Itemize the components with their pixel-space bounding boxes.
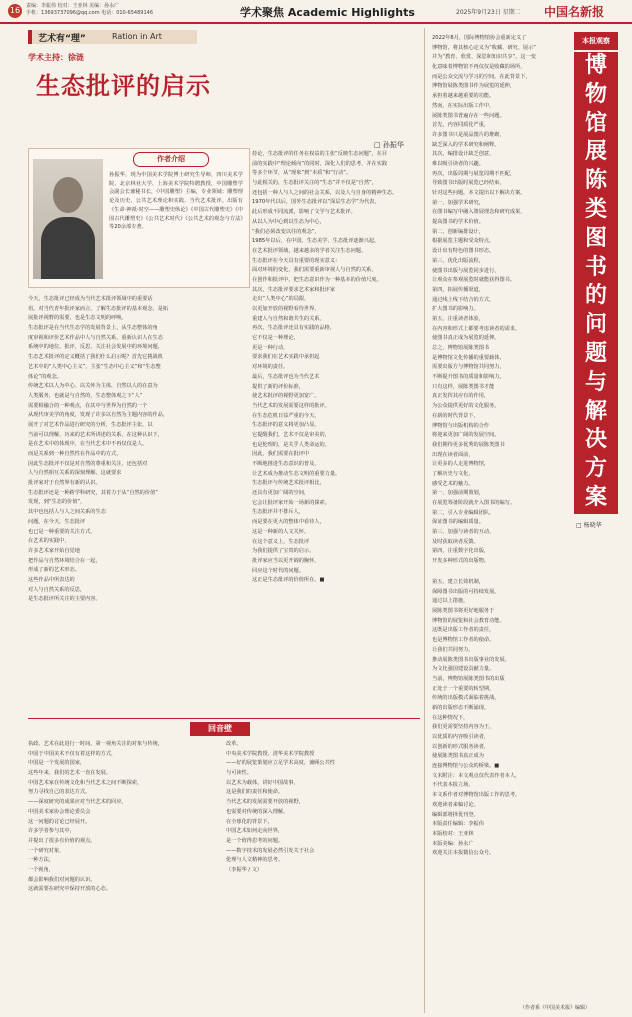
text-line: 编辑部将择优刊登。 [432, 811, 479, 818]
text-line: 让我们共同努力， [432, 646, 474, 653]
text-line: 第三，优化出版流程， [432, 257, 484, 264]
text-line: 当前，博物馆展陈类图书的出版 [432, 675, 505, 682]
right-byline: □ 杨晓华 [576, 522, 602, 529]
text-line: 展批评视野的需要，也是生态文明的呼唤。 [28, 315, 127, 322]
text-line: 使展陈类图书真正成为 [432, 753, 484, 760]
text-line: 需要相融合的一种观点，在其中与世界为自然的一个 [28, 402, 148, 409]
text-line: 这些年来，我们的艺术一直在发展。 [28, 770, 112, 777]
text-line: 第四，注重数字化出版， [432, 548, 490, 555]
page-number-badge: 16 [8, 4, 22, 18]
text-line: 中国于中国美术不仅有着这样的方式， [28, 750, 117, 757]
text-line: 回应这个时代的问题。 [252, 567, 304, 574]
text-line: 保障图书出版的可持续发展。 [432, 588, 500, 595]
text-line: 改革。 [226, 741, 242, 747]
text-line: 首先，内容同质化严重， [432, 122, 490, 129]
text-line: 重建人与自然和谐共生的关系。 [252, 315, 325, 322]
title-char: 方 [584, 456, 607, 482]
text-line: ——深度研究的成果应对当代艺术的回应。 [28, 799, 127, 806]
author-photo-body [41, 217, 95, 279]
text-line: 把作品与自然环境结合在一起， [28, 557, 101, 564]
text-line: 在这个意义上，生态批评 [252, 538, 310, 545]
text-line: “我们必须改变以往的观念”， [252, 228, 320, 235]
title-char: 案 [584, 484, 607, 510]
text-line: 是在艺术中的体现中，在当代艺术中不再仅仅是人， [28, 441, 148, 448]
author-box [28, 148, 250, 288]
text-line: 它提醒我们，艺术不仅是审美的， [252, 431, 330, 438]
text-line: ——好的展览策划应立足学术高度，兼顾公共性 [226, 760, 335, 767]
text-line: 中国美术家协会理论委员会 [28, 808, 91, 815]
text-line: 传统的出版模式面临着挑战， [432, 695, 500, 702]
text-line: 语。对当代青年批评家而言，了解生态批评的基本观念，是拓 [28, 305, 169, 312]
text-line: 出现在读者面前， [432, 451, 474, 458]
text-line: 使图书真正成为展览的延伸。 [432, 335, 500, 342]
echo-wall-col2 [226, 740, 420, 1010]
text-line: 要求我们在艺术实践中承担起 [252, 354, 320, 361]
text-line: ——数字技术的发展必然引发关于社会 [226, 847, 315, 854]
text-line: 等多个环节，从“现象”到“本质”和“行动”。 [252, 170, 352, 177]
contact-line: 手机：13693737096@qq.com 电话：010-65489146 [26, 10, 153, 16]
text-line: 承担着越来越重要的功能。 [432, 93, 495, 100]
text-line: 一个研究对象， [28, 847, 65, 854]
text-line: 在艺术批评领域，越来越多的学者关注生态问题。 [252, 247, 367, 254]
title-char: 问 [584, 312, 607, 338]
text-line: 展陈类图书将更好地服务于 [432, 608, 495, 615]
text-line: 让艺术成为推动生态文明的重要力量。 [252, 470, 341, 477]
observation-tag: 本报观察 [574, 32, 618, 50]
text-line: 今天，生态批评已经成为当代艺术批评领域中的重要话 [28, 296, 153, 302]
text-line: 也是博物馆工作者的使命。 [432, 637, 495, 644]
text-line: 也是伦理的，是关乎人类命运的。 [252, 441, 330, 448]
title-char: 书 [584, 254, 607, 280]
title-char: 类 [584, 196, 607, 222]
text-line: 一种方法， [28, 857, 54, 864]
text-line: 一个视角， [28, 866, 54, 873]
text-line: 批评家对于自然界有新的认识。 [28, 480, 101, 487]
text-line: 保证图书的编辑质量。 [432, 519, 484, 526]
text-line: 传统艺术以人为中心、以关怀为主体，自然以人的在意为 [28, 383, 158, 390]
text-line: 其次，生态批评要求艺术家和批评家 [252, 286, 336, 293]
article-body-col1 [28, 295, 248, 715]
section-title: 学术聚焦 Academic Highlights [240, 6, 415, 19]
text-line: 对环境的责任。 [252, 364, 289, 371]
text-line: 当代艺术的发展需要开放的视野， [226, 799, 304, 806]
text-line: 中国艺术如何走向世界， [226, 828, 284, 835]
masthead-logo: 中国名新报 [544, 5, 605, 19]
text-line: 为我们提供了宝贵的启示。 [252, 548, 315, 555]
text-line: 提供了新的评价标准， [252, 383, 304, 390]
text-line: 第二，引入专业编辑团队， [432, 509, 495, 516]
text-line: 在新的时代背景下， [432, 412, 479, 419]
text-line: 在展览筹备阶段就介入图书的编写。 [432, 500, 516, 506]
text-line: 而是关系到一种自然性在作品中的方式， [28, 451, 122, 457]
text-line: 在生态危机日益严重的今天， [252, 412, 320, 419]
academic-host: 学术主持：徐涟 [28, 53, 84, 62]
text-line: 针对这些问题，本文提出以下解决方案。 [432, 190, 526, 196]
text-line: 因此，我们需要在批评中 [252, 451, 310, 458]
text-line: 生态批评的意义将更加凸显。 [252, 422, 320, 429]
text-line: 了解历史与文化， [432, 470, 474, 477]
author-box-title: 作者介绍 [133, 152, 209, 167]
text-line: （李振华 / 文） [226, 866, 263, 873]
text-line: 第二，创新编排设计， [432, 228, 484, 235]
echo-wall-col1 [28, 740, 218, 1010]
text-line: 欢迎关注本报微信公众号。 [432, 850, 495, 857]
text-line: 走出“人类中心”的局限， [252, 296, 310, 303]
text-line: 然而，在实际出版工作中， [432, 102, 495, 109]
text-line: 艺术中的“人类中心主义”，主张“生态中心主义”和“生态整 [28, 363, 161, 370]
text-line: 只有这样，展陈类图书才能 [432, 383, 495, 390]
text-line: 中国艺术家在传统文化和当代艺术之间不断探索， [28, 779, 143, 786]
bottom-divider [28, 718, 420, 719]
text-line: 为文化强国建设贡献力量。 [432, 666, 495, 673]
text-line: 持论，生态批评的任务在权益的主张“反映生态问题”，在目 [252, 151, 388, 157]
title-char: 陈 [584, 168, 607, 194]
text-line: 本文系作者对博物馆出版工作的思考。 [432, 792, 521, 799]
text-line: 此后形成不同流派，影响了文学与艺术批评。 [252, 209, 356, 216]
text-line: 这一问题的讨论已经展开。 [28, 818, 91, 825]
author-bio: 孙振华，现为中国美术学院博士研究生导师，四川美术学院、北京林业大学、上海美术学院特聘教授，中国雕塑学会副会长兼秘书长，《中国雕塑》主编，专业领域：雕塑理论及历史、公共艺术理论和实践、当代艺术批评。出版有《生命·神祇·时空——雕塑史纵论》《中国古代雕塑史》《中国古代雕塑史》《公共艺术时代》《公共艺术的观念与方法》等20余部专著。 [109, 172, 243, 231]
article-title: 生态批评的启示 [36, 72, 211, 100]
title-char: 馆 [584, 110, 607, 136]
text-line: 最后，生态批评也为当代艺术 [252, 373, 320, 380]
text-line: 第一，加强前期策划， [432, 490, 484, 497]
text-line: 让更多的人走进博物馆， [432, 461, 490, 468]
text-line: 与此相关的，生态批评关注的“生态”并不仅是“自然”， [252, 180, 377, 187]
text-line: 在全球化的背景下， [226, 818, 273, 825]
text-line: 从现代审美学的角度，发现了许多以自然为主题内容的作品， [28, 412, 169, 419]
text-line: 化意味着博物馆不再仅仅是收藏的场所， [432, 64, 526, 71]
editor-credits [26, 3, 153, 17]
text-line: 再次，生态批评还具有实践的品格， [252, 325, 336, 332]
echo-wall-title: 回音壁 [190, 722, 250, 736]
text-line: 形成了新的艺术形态。 [28, 567, 80, 574]
text-line: 博物馆，将其核心定义为“收藏、研究、展示” [432, 44, 536, 51]
right-footer-note: （作者系《中国美术报》编辑） [520, 1005, 591, 1011]
text-line: 因此生态批评不仅是对自然的尊重和关注，还包括对 [28, 460, 148, 467]
article-byline: □ 孙振华 [374, 141, 404, 149]
text-line: 这是我们的责任和使命。 [226, 789, 284, 796]
text-line: 与可读性。 [226, 770, 252, 777]
right-body-lower [432, 578, 618, 1000]
text-line: 对人与自然关系的反思， [28, 586, 86, 593]
text-line: 从以人为中心到以生态为中心， [252, 218, 325, 225]
text-line: 许多艺术家开始自觉地 [28, 547, 80, 554]
text-line: 这就需要在研究中保持开放的心态。 [28, 886, 112, 893]
text-line: 并为“教育、欣赏、深思和知识共享”。这一变 [432, 54, 536, 61]
text-line: 批评家应当以更开阔的胸怀， [252, 557, 320, 564]
column-tag [28, 30, 197, 44]
text-line: 前的实践中“理论倾向”的同时，深化人们的思考，并在实践 [252, 160, 388, 167]
text-line: 本版美编：孙永广 [432, 840, 474, 847]
column-tag-english: Ration in Art [112, 32, 162, 41]
text-line: 本版责任编辑：李振伟 [432, 821, 484, 828]
text-line: 其次，编排设计缺乏创意， [432, 151, 495, 158]
text-line: 使图书出版与展览同步进行， [432, 267, 500, 274]
text-line: 还包括一种人与人之间的社会关系，以及人与自身的精神生态。 [252, 189, 398, 196]
text-line: 是生态批评所关注的主要内容。 [28, 596, 101, 603]
text-line: 这正是生态批评的价值所在。■ [252, 577, 325, 584]
text-line: 通过线上线下结合的方式， [432, 296, 495, 303]
text-line: 也需要对传统的深入理解。 [226, 808, 289, 815]
text-line: 我们更需要坚持内容为王， [432, 724, 495, 731]
text-line: 不断地推进生态意识的普及， [252, 461, 320, 467]
text-line: 第三，加强与读者的互动， [432, 529, 495, 536]
text-line: 是一个值得思考的问题。 [226, 837, 284, 844]
text-line: 执政、艺术在此进行一时间，第一视角关注的对象与传统， [28, 741, 163, 747]
text-line: 博物馆与出版机构的合作 [432, 422, 490, 429]
text-line: 第四，拓展传播渠道， [432, 286, 484, 293]
text-line: 缺乏深入的学术研究和阐释。 [432, 141, 500, 148]
text-line: 在创作和批评中，把生态意识作为一种基本的价值尺度。 [252, 276, 382, 283]
text-line: 生态批评还是一种跨学科研究，其着力于从“自然的价值” [28, 489, 158, 496]
text-line: 中央美术学院教授、清华美术学院教授 [226, 750, 315, 757]
text-line: 生态批评是在当代生态学的发展背景上，从生态整体的角 [28, 325, 158, 332]
text-line: 展陈类图书普遍存在一些问题。 [432, 112, 505, 119]
text-line: 第五，注重读者体验， [432, 315, 484, 322]
text-line: 其中也包括人与人之间关系的生态 [28, 509, 106, 516]
text-line: 感受艺术的魅力。 [432, 480, 474, 487]
text-line: 新的出版形态不断涌现。 [432, 704, 490, 711]
text-line: 而是公众交流与学习的空间。在此背景下， [432, 73, 531, 80]
text-line: 提高图书的学术价值。 [432, 219, 484, 226]
text-line: 以艺术为载体，讲好中国故事， [226, 779, 299, 786]
text-line: 更是一种行动， [252, 344, 289, 351]
text-line: 及时获取读者反馈。 [432, 538, 479, 545]
text-line: 面对环境的变化，我们需要重新审视人与自然的关系， [252, 267, 377, 274]
text-line: 这既是出版工作者的责任， [432, 627, 495, 634]
text-line: 许多图书只是展品图片的堆砌， [432, 131, 505, 138]
text-line: 展开了对艺术作品进行研究的分析，生态批评主张，以 [28, 421, 153, 428]
text-line: 第一，加强学术研究， [432, 199, 484, 206]
text-line: 生态艺术批评的定义概括了我们什么启示呢？首先它挑战机 [28, 354, 163, 361]
title-char: 题 [584, 340, 607, 366]
text-line: 而是要在更大的整体中看待人， [252, 519, 325, 526]
title-char: 决 [584, 427, 607, 453]
text-line: 让观众在参观展览时就能获得图书。 [432, 277, 516, 284]
title-char: 图 [584, 225, 607, 251]
text-line: 为公众提供更好的文化服务。 [432, 403, 500, 410]
text-line: 文末附注：本文观点仅代表作者本人， [432, 772, 521, 779]
text-line: 根据展览主题和受众特点， [432, 238, 495, 245]
text-line: 推动展陈类图书出版事业的发展， [432, 656, 510, 663]
text-line: 总之，博物馆展陈类图书 [432, 345, 490, 351]
text-line: 我们期待更多优秀的展陈类图书 [432, 441, 505, 448]
text-line: 以更加开放的视野看待世界， [252, 306, 320, 312]
text-line: 伦理与人文精神的思考。 [226, 857, 284, 864]
text-line: 1985年以后，在中国，生态美学、生态批评逐渐兴起， [252, 238, 380, 245]
text-line: 在内容和形式上都要考虑读者的需求， [432, 325, 521, 332]
text-line: 欢迎读者来稿讨论。 [432, 801, 479, 808]
text-line: 度审视和评价艺术作品中人与自然关系，重新认识人在生态 [28, 334, 163, 341]
title-char: 的 [584, 283, 607, 309]
text-line: 1970年代以后，国外生态批评以“深层生态学”为代表， [252, 199, 380, 206]
title-char: 物 [584, 81, 607, 107]
author-photo-head [53, 177, 83, 213]
page-header [0, 0, 632, 24]
text-line: 以优质的内容吸引读者， [432, 734, 490, 740]
text-line: 许多学者参与其中， [28, 828, 75, 835]
text-line: 这些作品中所表达的 [28, 576, 75, 583]
right-body-upper [432, 34, 570, 574]
text-line: 都会影响我们对问题的认识。 [28, 876, 96, 883]
text-line: 本版校对：王亚林 [432, 830, 474, 837]
text-line: 使艺术批评的视野更加宽广。 [252, 393, 320, 400]
text-line: 中国是一个发展的国家， [28, 760, 86, 767]
right-title-band [574, 52, 618, 514]
text-line: 第五，建立长效机制， [432, 579, 484, 585]
author-photo [33, 159, 103, 279]
text-line: 开发多种形式的出版物。 [432, 558, 490, 565]
text-line: 在艺术的实践中， [28, 538, 70, 545]
text-line: 再次，出版周期与展览周期不匹配， [432, 170, 516, 177]
title-char: 展 [584, 139, 607, 165]
text-line: 博物馆展陈类图书作为展览的延伸， [432, 83, 516, 90]
text-line: 博物馆的展览和社会教育功能。 [432, 617, 505, 624]
text-line: 生态批评并不排斥人， [252, 509, 304, 516]
text-line: 系统中的地位。批评，反思、关注社会发展中的环境问题， [28, 344, 163, 351]
text-line: 真正发挥其应有的作用， [432, 393, 490, 400]
text-line: 并提出了很多有价值的观点。 [28, 837, 96, 844]
text-line: 努力寻找自己的表达方式。 [28, 789, 91, 796]
text-line: 发现，到“生态的价值”， [28, 499, 86, 506]
text-line: 在这种情况下， [432, 714, 469, 721]
article-body-col2 [252, 150, 420, 715]
text-line: 2022年8月，国际博物馆协会重新定义了 [432, 35, 527, 41]
text-line: 也已是一种重要的关注方式， [28, 528, 96, 535]
text-line: 扩大图书的影响力。 [432, 306, 479, 313]
text-line: 将迎来更加广阔的发展空间。 [432, 432, 500, 439]
text-line: 是博物馆文化传播的重要载体， [432, 354, 505, 361]
text-line: 在图书编写中融入策展理念和研究成果， [432, 209, 526, 216]
title-char: 解 [584, 398, 607, 424]
text-line: 还具有更加广阔的空间， [252, 490, 310, 497]
editors-line: 责编：李振伟 校对：王亚林 美编：孙永广 [26, 3, 120, 9]
text-line: 通过以上措施， [432, 598, 469, 605]
title-char: 与 [584, 369, 607, 395]
text-line: 不断提升图书的质量和影响力。 [432, 374, 505, 381]
text-line: 它不仅是一种理论， [252, 335, 299, 342]
text-line: 连接博物馆与公众的桥梁。■ [432, 763, 500, 770]
text-line: 问题。在今天，生态批评 [28, 518, 86, 525]
text-line: 导致图书出版时展览已经结束。 [432, 180, 505, 187]
column-tag-label: 艺术有“理” [38, 34, 86, 44]
title-char: 博 [584, 53, 607, 78]
text-line: 人类服务，也就是与自然的，生态整体观之下“人” [28, 392, 143, 399]
text-line: 当代艺术的发展需要这样的批评。 [252, 402, 330, 409]
text-line: 需要出版方与博物馆共同努力， [432, 364, 505, 371]
text-line: 难以吸引读者的兴趣。 [432, 160, 484, 167]
text-line: 它会让批评家开始一场新的探索。 [252, 499, 330, 506]
text-line: 这是一种新的人文关怀。 [252, 528, 310, 535]
text-line: 人与自然相互关系的深刻理解。这就要求 [28, 470, 122, 477]
text-line: 体论”的观念。 [28, 373, 62, 380]
text-line: 当前可以理解，历来的艺术所讲述的关系，在这种认识下， [28, 431, 163, 438]
column-divider [424, 28, 425, 1013]
text-line: 正处于一个重要的转型期， [432, 685, 495, 692]
text-line: 生态批评与传统艺术批评相比， [252, 480, 325, 487]
text-line: 设计出有特色的图书形态。 [432, 248, 495, 255]
issue-date: 2025年9月23日 星期二 [456, 9, 521, 16]
text-line: 不代表本报立场。 [432, 782, 474, 789]
text-line: 以创新的形式服务读者， [432, 743, 490, 750]
text-line: 生态批评在今天具有重要的现实意义： [252, 257, 341, 264]
